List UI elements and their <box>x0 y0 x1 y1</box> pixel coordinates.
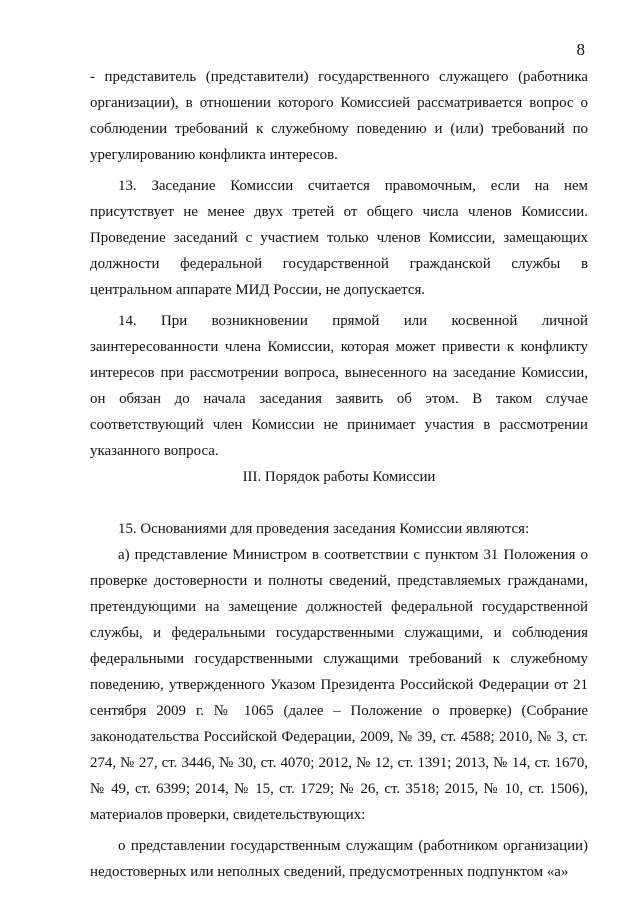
section-heading: III. Порядок работы Комиссии <box>242 469 436 485</box>
paragraph-15-a: а) представление Министром в соответствии с пунктом 31 Положения о проверке достоверности и полноты сведений, представляемых гражданами, претендующими на замещение должностей федеральной государственной службы, и федеральными государственными служащими, и соблюдения федеральными государственными служащими требований к служебному поведению, утвержденного Указом Президента Российской Федерации от 21 сентября 2009 г. № 1065 (далее – Положение о проверке) (Собрание законодательства Российской Федерации, 2009, № 39, ст. 4588; 2010, № 3, ст. 274, № 27, ст. 3446, № 30, ст. 4070; 2012, № 12, ст. 1391; 2013, № 14, ст. 1670, № 49, ст. 6399; 2014, № 15, ст. 1729; № 26, ст. 3518; 2015, № 10, ст. 1506), материалов проверки, свидетельствующих: <box>90 547 588 823</box>
document-body <box>90 64 588 885</box>
page-number: 8 <box>576 40 585 59</box>
paragraph-13: 13. Заседание Комиссии считается правомочным, если на нем присутствует не менее двух третей от общего числа членов Комиссии. Проведение заседаний с участием только членов Комиссии, замещающих должности федеральной государственной гражданской службы в центральном аппарате МИД России, не допускается. <box>90 178 588 298</box>
paragraph-14: 14. При возникновении прямой или косвенной личной заинтересованности члена Комиссии, которая может привести к конфликту интересов при рассмотрении вопроса, вынесенного на заседание Комиссии, он обязан до начала заседания заявить об этом. В таком случае соответствующий член Комиссии не принимает участия в рассмотрении указанного вопроса. <box>90 313 588 459</box>
paragraph-15: 15. Основаниями для проведения заседания Комиссии являются: <box>118 521 530 537</box>
paragraph-15-a-item: о представлении государственным служащим (работником организации) недостоверных или неполных сведений, предусмотренных подпунктом «а» <box>90 838 588 880</box>
paragraph-representative: - представитель (представители) государственного служащего (работника организации), в отношении которого Комиссией рассматривается вопрос о соблюдении требований к служебному поведению и (или) требований по урегулированию конфликта интересов. <box>90 69 588 163</box>
